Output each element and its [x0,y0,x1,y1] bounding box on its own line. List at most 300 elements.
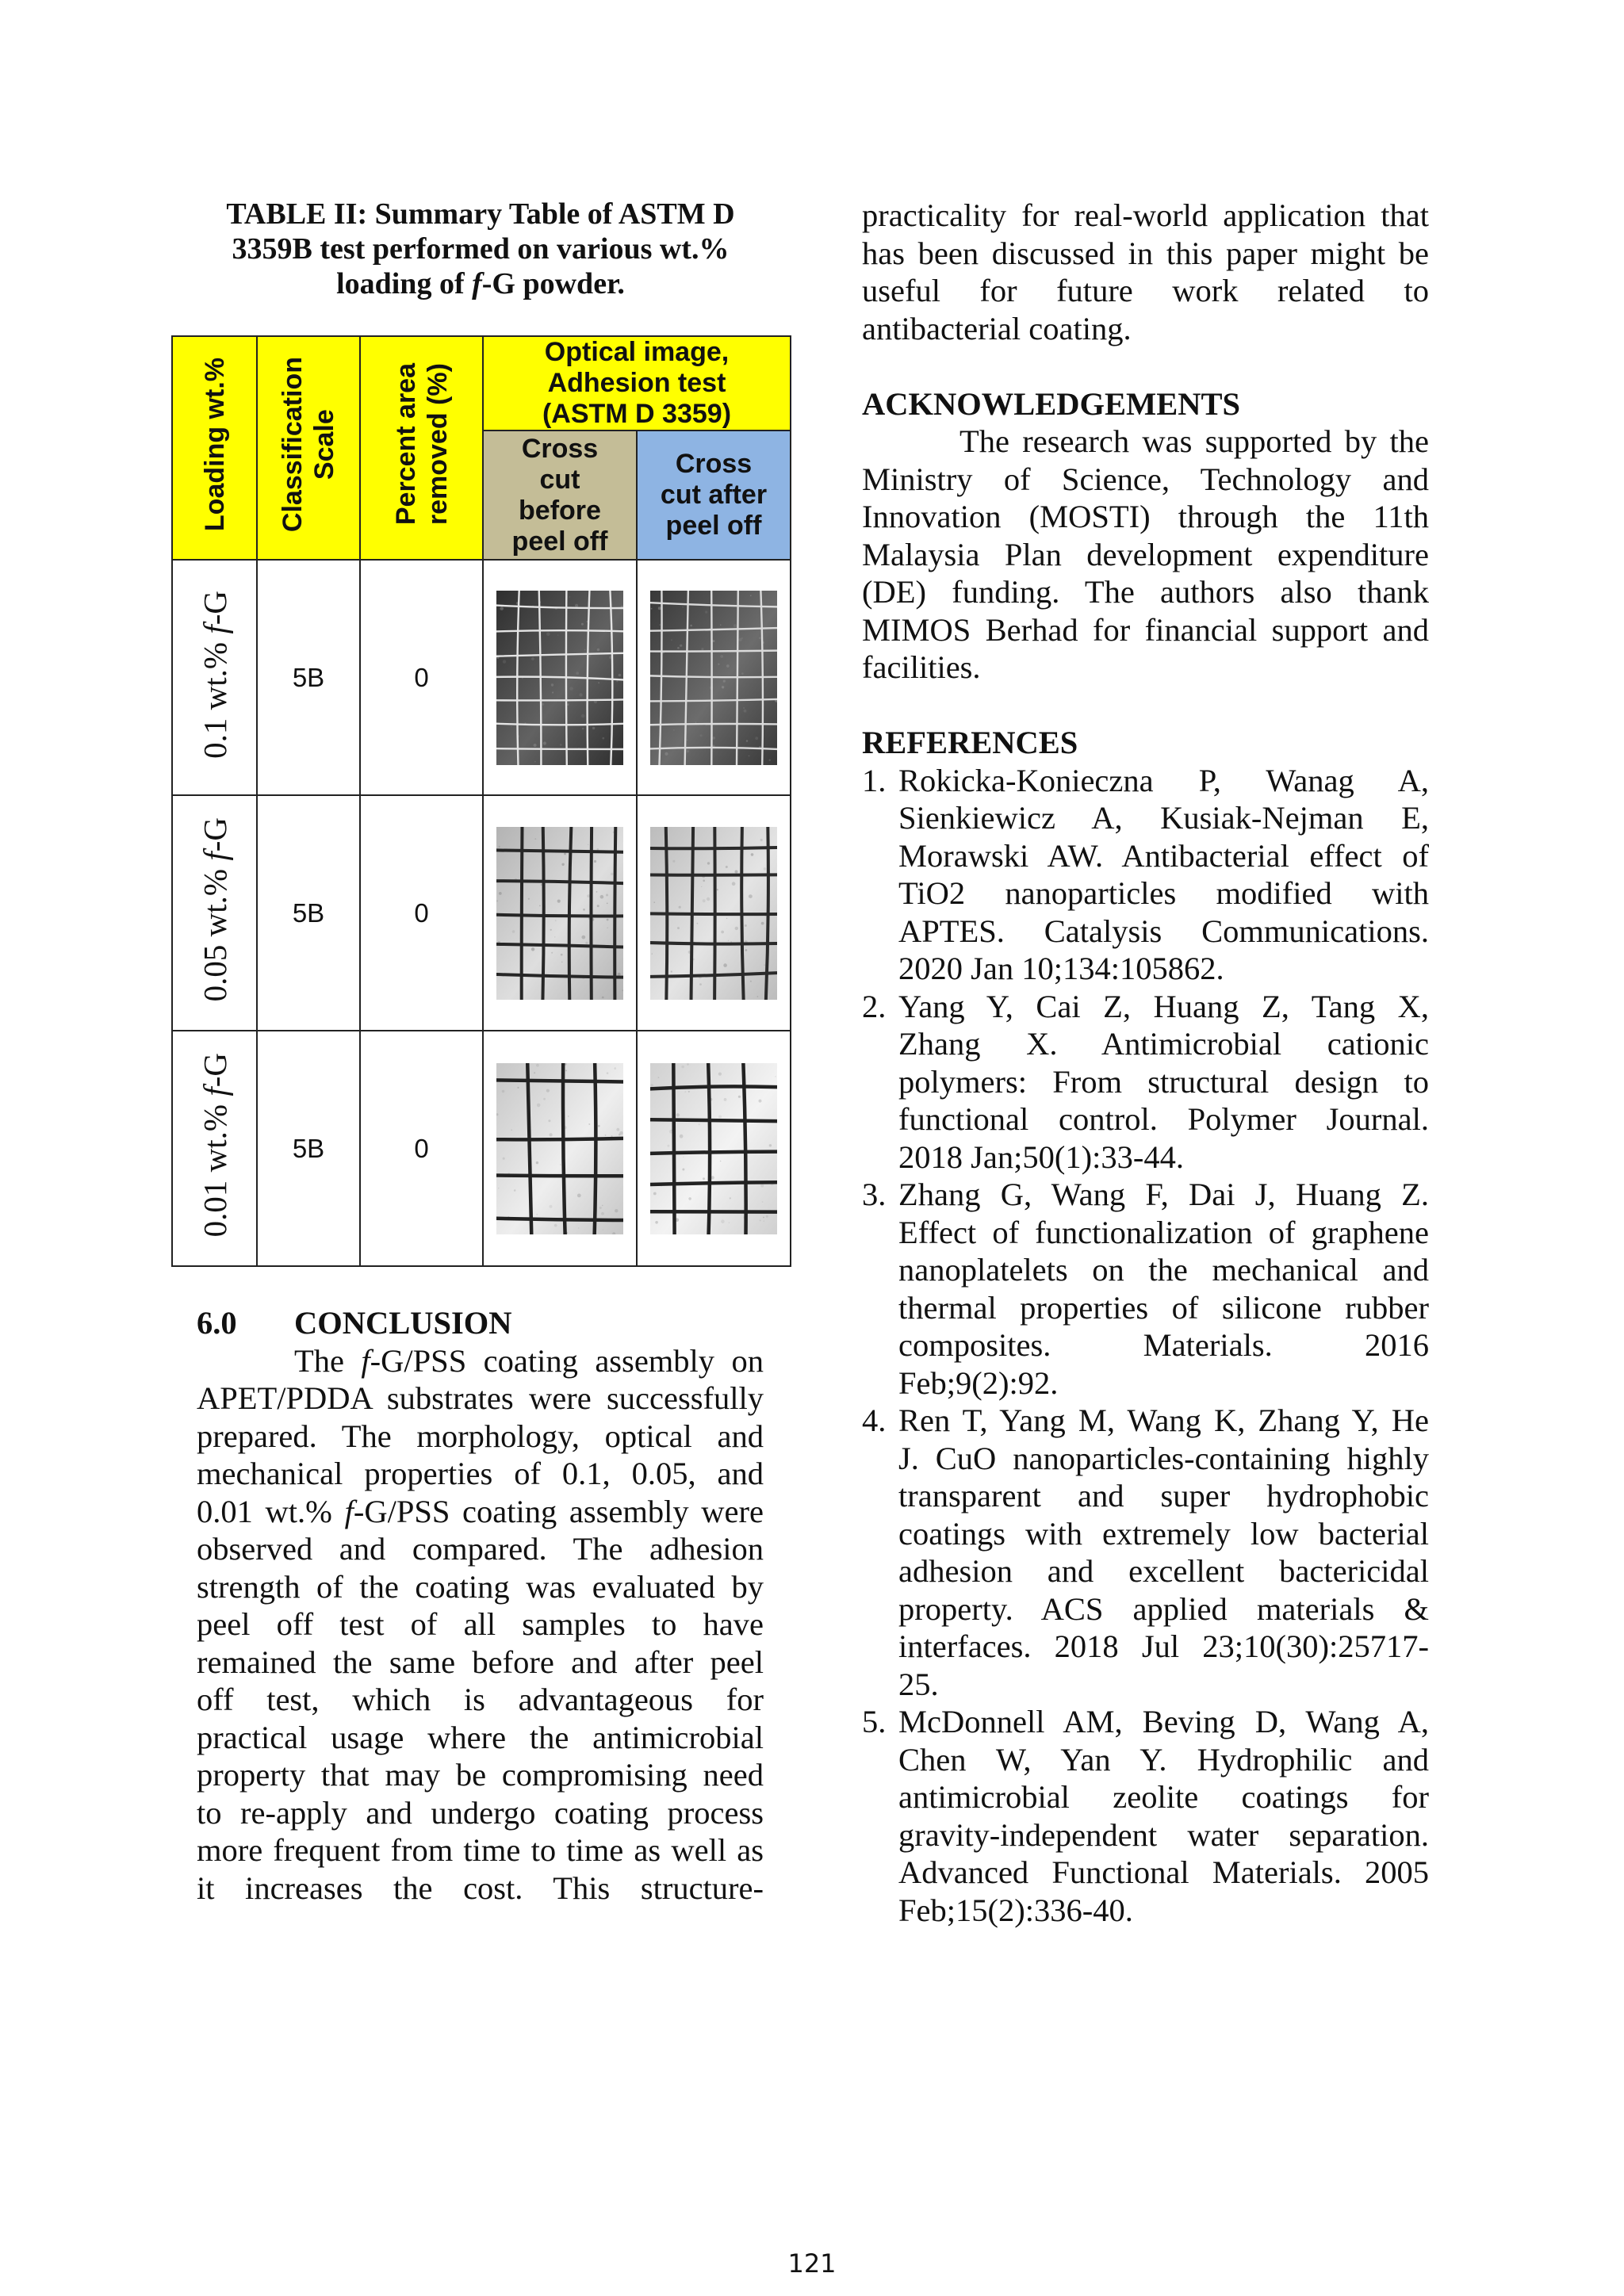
surface-speck [672,859,675,862]
text-run: 2018 Jan;50(1):33-44. [898,1138,1184,1175]
surface-speck [741,672,744,675]
row-2-before-image-cell [483,795,637,1031]
text-line [898,1289,1429,1327]
surface-speck [695,721,697,723]
surface-speck [759,1099,762,1102]
surface-speck [688,1197,691,1200]
surface-speck [585,941,588,943]
surface-speck [749,755,750,756]
surface-speck [738,1095,741,1097]
surface-speck [682,1168,684,1170]
surface-speck [542,702,544,705]
reference-text [898,762,1429,988]
surface-speck [546,1089,550,1092]
surface-speck [607,902,608,904]
text-run: coatings with extremely low bacterial [898,1515,1429,1552]
text-line [898,1176,1429,1214]
horizontal-cut-line [496,1138,623,1139]
surface-speck [723,679,726,682]
header-optical-image-label: Optical image, Adhesion test (ASTM D 3359) [542,337,732,429]
surface-speck [550,1204,553,1207]
reference-item [862,1703,1429,1929]
text-line [898,950,1429,988]
surface-speck [607,927,608,928]
text-run: property that may be compromising need [197,1757,764,1793]
surface-speck [751,853,754,856]
reference-number: 5. [862,1704,887,1739]
reference-number: 2. [862,988,887,1024]
surface-speck [614,1067,616,1070]
header-percent-area-removed-label: Percent area removed (%) [390,363,453,526]
surface-speck [577,1193,581,1197]
row-3-scale-cell: 5B [257,1031,360,1266]
surface-speck [503,1157,505,1159]
surface-speck [561,863,564,865]
surface-speck [721,930,724,933]
text-run: 0.01 wt.% [196,1096,233,1238]
surface-speck [735,870,738,873]
text-line [197,1418,764,1456]
surface-speck [543,1097,546,1100]
italic-text-run: f [344,1493,354,1529]
right-column [862,197,1429,1929]
horizontal-cut-line [650,1182,777,1184]
surface-speck [598,1124,600,1127]
text-run: (DE) funding. The authors also thank [862,574,1429,610]
text-run: observed and compared. The adhesion [197,1531,764,1567]
text-line [197,1794,764,1832]
text-line [898,1440,1429,1478]
adhesion-summary-table [171,335,791,1267]
surface-speck [531,657,534,660]
surface-speck [722,686,724,688]
surface-speck [557,634,559,636]
surface-speck [601,1211,604,1215]
surface-speck [679,905,681,908]
surface-speck [576,672,579,675]
surface-speck [578,1227,580,1229]
header-classification-scale-label: Classification Scale [278,356,339,533]
horizontal-cut-line [650,724,777,725]
surface-speck [598,682,599,683]
row-1-before-image-cell [483,560,637,795]
text-line [898,874,1429,913]
surface-speck [588,1123,590,1125]
horizontal-cut-line [650,943,777,944]
text-line [898,1552,1429,1590]
surface-speck [616,1127,619,1131]
text-run: gravity-independent water separation. [898,1816,1429,1853]
surface-speck [665,752,668,755]
text-line [898,1666,1429,1704]
horizontal-cut-line [496,914,623,916]
text-line [898,799,1429,837]
row-2-after-image-cell [637,795,791,1031]
row-2-percent-cell: 0 [360,795,483,1031]
row-1-percent-cell: 0 [360,560,483,795]
surface-speck [733,624,737,627]
surface-speck [605,1135,607,1136]
row-3-loading-label [196,1053,233,1238]
text-line [862,536,1429,574]
text-run: adhesion and excellent bactericidal [898,1553,1429,1589]
text-run: Malaysia Plan development expenditure [862,536,1429,572]
text-run: it increases the cost. This structure- [197,1869,764,1906]
surface-speck [557,899,561,902]
row-1-loading-label [196,590,233,759]
header-cross-cut-before [483,430,637,560]
horizontal-cut-line [496,850,623,851]
surface-speck [652,953,653,954]
surface-speck [568,1115,569,1117]
row-2-cross-cut-before-image [496,827,623,1000]
text-run: Effect of functionalization of graphene [898,1214,1429,1250]
text-run: J. CuO nanoparticles-containing highly [898,1440,1429,1476]
text-line [862,423,1429,461]
surface-speck [503,660,506,663]
text-line [197,1719,764,1757]
surface-speck [565,1070,567,1071]
text-line [163,266,798,301]
surface-speck [735,926,738,929]
surface-speck [764,964,765,966]
surface-speck [746,740,748,741]
surface-speck [703,899,706,902]
text-run: Ministry of Science, Technology and [862,461,1429,497]
reference-number: 1. [862,762,887,798]
header-classification-scale [257,336,360,560]
text-line [898,1892,1429,1930]
surface-speck [511,1129,512,1131]
surface-speck [677,647,680,649]
text-line [197,1455,764,1493]
surface-speck [744,709,747,712]
surface-speck [596,891,598,893]
row-3-loading-cell [172,1031,257,1266]
text-line [898,1854,1429,1892]
row-2-scale-cell: 5B [257,795,360,1031]
acknowledgements-paragraph [862,423,1429,687]
row-1-cross-cut-after-image [650,591,777,765]
horizontal-cut-line [650,1151,777,1153]
table-row [172,795,791,1031]
image-background [496,1063,623,1234]
surface-speck [592,726,595,729]
reference-item [862,1402,1429,1703]
surface-speck [757,996,759,997]
surface-speck [499,892,502,895]
surface-speck [729,1222,730,1223]
text-line [862,310,1429,348]
text-line [197,1756,764,1794]
surface-speck [750,980,752,982]
text-line [898,913,1429,951]
text-run: mechanical properties of 0.1, 0.05, and [197,1456,764,1491]
table-header-row [172,336,791,430]
surface-speck [705,610,707,613]
surface-speck [551,951,553,953]
text-run: property. ACS applied materials & [898,1590,1429,1627]
text-run: Zhang G, Wang F, Dai J, Huang Z. [898,1177,1429,1212]
header-percent-area-removed [360,336,483,560]
surface-speck [512,930,515,933]
text-line [862,272,1429,310]
italic-text-run: f [196,851,233,861]
text-line [898,1816,1429,1854]
text-line [197,1831,764,1869]
surface-speck [730,1197,731,1199]
surface-speck [541,884,542,886]
row-2-loading-cell [172,795,257,1031]
surface-speck [499,845,500,847]
surface-speck [606,894,608,896]
surface-speck [560,744,562,746]
reference-text [898,1176,1429,1402]
text-run: polymers: From structural design to [898,1063,1429,1100]
header-cross-cut-after-label: Cross cut after peel off [660,449,768,541]
text-run: Rokicka-Konieczna P, Wanag A, [898,762,1429,798]
surface-speck [582,727,584,729]
surface-speck [760,1184,764,1187]
conclusion-paragraph [197,1342,764,1908]
text-run: Chen W, Yan Y. Hydrophilic and [898,1741,1429,1777]
reference-text [898,988,1429,1177]
surface-speck [534,838,536,840]
text-line [197,1342,764,1380]
surface-speck [681,1065,684,1067]
left-column [197,1304,764,1907]
text-line [862,498,1429,536]
surface-speck [726,866,728,868]
text-run: nanoplatelets on the mechanical and [898,1252,1429,1288]
surface-speck [569,596,570,597]
surface-speck [687,750,689,752]
surface-speck [588,844,589,845]
surface-speck [616,680,618,682]
surface-speck [602,996,604,998]
italic-text-run: f [361,1342,370,1379]
surface-speck [741,637,744,639]
surface-speck [707,862,710,864]
surface-speck [607,918,609,920]
row-1-after-image-cell [637,560,791,795]
surface-speck [658,607,661,610]
horizontal-cut-line [496,630,623,631]
surface-speck [760,1219,761,1221]
surface-speck [602,1204,603,1205]
continued-paragraph [862,197,1429,347]
horizontal-cut-line [496,1080,623,1081]
surface-speck [500,607,504,610]
surface-speck [618,972,621,975]
surface-speck [583,909,585,911]
surface-speck [548,1119,550,1122]
surface-speck [707,897,710,900]
surface-speck [769,759,771,760]
text-line [898,1477,1429,1515]
surface-speck [688,1090,690,1092]
text-run: off test, which is advantageous for [197,1682,764,1717]
reference-text [898,1703,1429,1929]
text-run: Yang Y, Cai Z, Huang Z, Tang X, [898,988,1429,1024]
text-run: Advanced Functional Materials. 2005 [898,1854,1429,1890]
surface-speck [517,1086,519,1088]
text-run: antimicrobial zeolite coatings for [898,1779,1429,1815]
surface-speck [687,739,688,740]
horizontal-cut-line [496,1175,623,1176]
vertical-cut-line [708,1063,710,1234]
surface-speck [676,1113,680,1116]
text-run: McDonnell AM, Beving D, Wang A, [898,1704,1429,1739]
surface-speck [703,1177,705,1180]
text-line [862,461,1429,499]
surface-speck [581,714,585,718]
text-run: The [294,1342,362,1379]
text-run: Sienkiewicz A, Kusiak-Nejman E, [898,800,1429,836]
table-caption [163,197,798,301]
surface-speck [552,691,553,693]
vertical-cut-line [595,1063,596,1234]
horizontal-cut-line [650,847,777,848]
text-line [898,1778,1429,1816]
text-line [898,1138,1429,1177]
text-run: functional control. Polymer Journal. [898,1101,1429,1137]
surface-speck [690,624,692,626]
surface-speck [720,1160,722,1161]
surface-speck [554,1223,557,1226]
text-run: composites. Materials. 2016 [898,1327,1429,1363]
italic-text-run: f [196,624,233,634]
text-line [898,1025,1429,1063]
surface-speck [561,953,563,955]
surface-speck [745,924,747,927]
surface-speck [712,640,714,642]
italic-text-run: f [196,1087,233,1096]
surface-speck [564,852,566,855]
surface-speck [760,838,763,840]
surface-speck [655,1221,658,1224]
text-run: The research was supported by the [959,423,1429,459]
surface-speck [673,729,675,731]
text-run: Zhang X. Antimicrobial cationic [898,1026,1429,1062]
row-3-cross-cut-after-image [650,1063,777,1234]
text-run: APTES. Catalysis Communications. [898,913,1429,949]
row-1-loading-cell [172,560,257,795]
row-2-loading-label [196,817,233,1002]
text-run: interfaces. 2018 Jul 23;10(30):25717- [898,1628,1429,1664]
text-run: TiO2 nanoparticles modified with [898,875,1429,911]
surface-speck [699,983,702,985]
text-run: useful for future work related to [862,273,1429,308]
reference-text [898,1402,1429,1703]
text-line [862,573,1429,611]
surface-speck [587,894,590,897]
table-row [172,560,791,795]
surface-speck [755,737,758,740]
surface-speck [762,1201,764,1203]
surface-speck [721,1219,725,1223]
text-run: Innovation (MOSTI) through the 11th [862,499,1429,534]
text-run: APET/PDDA substrates were successfully [197,1380,764,1416]
surface-speck [687,1063,689,1066]
surface-speck [599,1206,602,1208]
header-loading-wt [172,336,257,560]
text-run: practical usage where the antimicrobial [197,1719,764,1755]
surface-speck [597,905,599,907]
surface-speck [728,939,729,940]
surface-speck [579,693,582,696]
header-loading-wt-label: Loading wt.% [199,357,230,532]
surface-speck [683,1156,684,1157]
surface-speck [763,1216,764,1218]
row-1-scale-cell: 5B [257,560,360,795]
surface-speck [766,1215,768,1217]
surface-speck [723,963,727,967]
surface-speck [546,632,550,636]
text-run: -G [196,1053,233,1088]
text-line [898,1326,1429,1364]
surface-speck [561,961,562,962]
conclusion-heading [197,1304,764,1342]
text-run: more frequent from time to time as well as [197,1832,764,1868]
text-run: antibacterial coating. [862,310,1132,346]
text-line [197,1380,764,1418]
text-run: to re-apply and undergo coating process [197,1794,764,1831]
text-run: facilities. [862,649,981,685]
page-number: 121 [787,2248,837,2279]
surface-speck [539,905,541,906]
text-line [163,232,798,266]
surface-speck [554,936,555,937]
text-line [197,1493,764,1531]
surface-speck [769,1144,772,1146]
text-line [898,1214,1429,1252]
surface-speck [502,1089,505,1093]
text-run: loading of [336,267,473,300]
surface-speck [718,1072,722,1075]
surface-speck [602,737,604,739]
surface-speck [581,935,585,939]
surface-speck [543,741,546,744]
text-line [163,197,798,232]
surface-speck [653,1192,657,1195]
surface-speck [650,1084,653,1087]
surface-speck [701,648,703,650]
surface-speck [717,889,718,890]
header-cross-cut-after [637,430,791,560]
text-line [898,1703,1429,1741]
horizontal-cut-line [496,1218,623,1219]
surface-speck [514,1189,516,1192]
surface-speck [700,734,703,737]
surface-speck [600,894,604,898]
text-run: 0.01 wt.% [197,1493,345,1529]
horizontal-cut-line [650,1119,777,1121]
surface-speck [531,947,534,951]
surface-speck [671,970,672,972]
text-line [898,762,1429,800]
surface-speck [677,927,680,929]
text-line [197,1568,764,1606]
surface-speck [699,1123,700,1125]
text-run: Feb;15(2):336-40. [898,1892,1133,1928]
reference-number: 4. [862,1402,887,1438]
text-line [898,1590,1429,1628]
conclusion-title: CONCLUSION [294,1305,512,1341]
surface-speck [697,922,699,924]
conclusion-section-number: 6.0 [197,1305,237,1341]
text-line [898,1364,1429,1402]
